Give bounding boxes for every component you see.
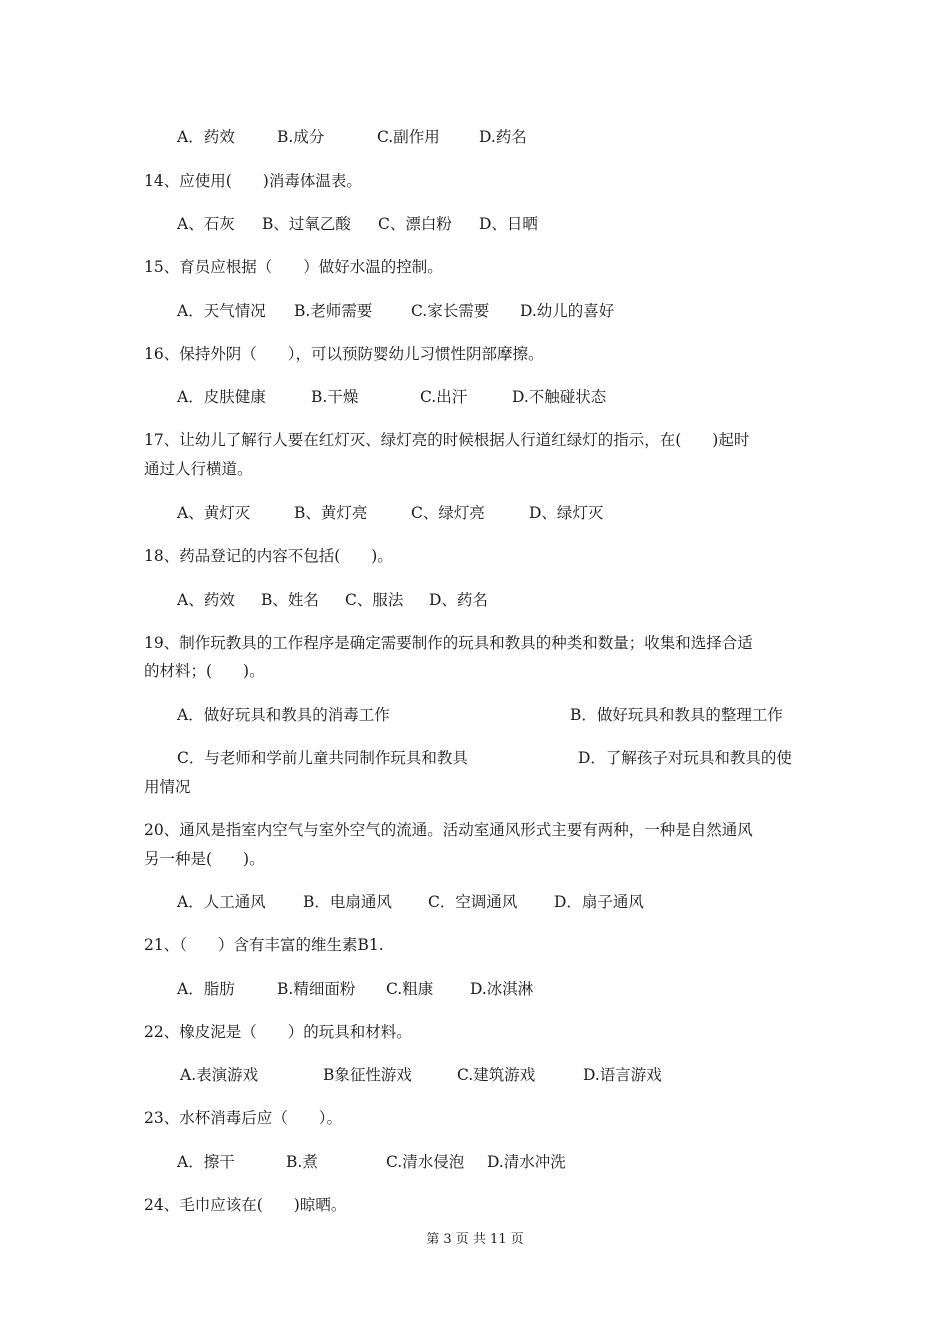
q17-stem-line1: 17、让幼儿了解行人要在红灯灭、绿灯亮的时候根据人行道红绿灯的指示，在( )起时	[144, 431, 750, 449]
q18-option-b: B、姓名	[261, 591, 319, 609]
q18-stem: 18、药品登记的内容不包括( )。	[144, 547, 393, 565]
q17-stem-line2: 通过人行横道。	[144, 460, 253, 478]
q19-option-c: C．与老师和学前儿童共同制作玩具和教具	[177, 749, 468, 767]
q20-stem-line2: 另一种是( )。	[144, 850, 265, 868]
q19-option-a: A．做好玩具和教具的消毒工作	[177, 706, 390, 724]
q20-stem-line1: 20、通风是指室内空气与室外空气的流通。活动室通风形式主要有两种，一种是自然通风	[144, 821, 753, 839]
q22-option-c: C.建筑游戏	[457, 1066, 536, 1084]
q20-option-c: C．空调通风	[428, 893, 518, 911]
q18-option-d: D、药名	[429, 591, 488, 609]
q20-option-d: D．扇子通风	[554, 893, 644, 911]
q16-option-a: A．皮肤健康	[177, 388, 266, 406]
q15-option-d: D.幼儿的喜好	[520, 302, 615, 320]
q24-stem: 24、毛巾应该在( )晾晒。	[144, 1196, 347, 1214]
q13-option-a: A．药效	[177, 128, 235, 146]
q23-option-d: D.清水冲洗	[487, 1153, 566, 1171]
q16-option-b: B.干燥	[311, 388, 359, 406]
q21-option-c: C.粗康	[386, 980, 434, 998]
q14-option-c: C、漂白粉	[378, 215, 452, 233]
q21-stem: 21、（ ）含有丰富的维生素B1.	[144, 936, 384, 954]
q19-stem-line1: 19、制作玩教具的工作程序是确定需要制作的玩具和教具的种类和数量；收集和选择合适	[144, 634, 753, 652]
page-number-footer: 第 3 页 共 11 页	[426, 1232, 524, 1247]
q19-stem-line2: 的材料；( )。	[144, 662, 265, 680]
q21-option-a: A．脂肪	[177, 980, 235, 998]
q15-option-a: A．天气情况	[177, 302, 266, 320]
q15-stem: 15、育员应根据（ ）做好水温的控制。	[144, 258, 443, 276]
q13-option-c: C.副作用	[377, 128, 440, 146]
q19-option-d: D．了解孩子对玩具和教具的使	[578, 749, 792, 767]
q17-option-c: C、绿灯亮	[411, 504, 485, 522]
q14-option-b: B、过氧乙酸	[262, 215, 351, 233]
q16-option-c: C.出汗	[420, 388, 468, 406]
q13-option-d: D.药名	[479, 128, 527, 146]
q15-option-c: C.家长需要	[411, 302, 490, 320]
q22-option-b: B象征性游戏	[323, 1066, 412, 1084]
q23-option-a: A．擦干	[177, 1153, 235, 1171]
q22-stem: 22、橡皮泥是（ ）的玩具和材料。	[144, 1023, 412, 1041]
q17-option-d: D、绿灯灭	[529, 504, 604, 522]
q13-option-b: B.成分	[277, 128, 325, 146]
q14-stem: 14、应使用( )消毒体温表。	[144, 172, 362, 190]
q23-option-b: B.煮	[286, 1153, 318, 1171]
q15-option-b: B.老师需要	[294, 302, 373, 320]
q19-option-b: B．做好玩具和教具的整理工作	[570, 706, 783, 724]
q17-option-b: B、黄灯亮	[294, 504, 368, 522]
q22-option-a: A.表演游戏	[180, 1066, 259, 1084]
q23-stem: 23、水杯消毒后应（ ）。	[144, 1109, 342, 1127]
q19-option-d-continued: 用情况	[144, 778, 191, 796]
q22-option-d: D.语言游戏	[583, 1066, 662, 1084]
q21-option-d: D.冰淇淋	[470, 980, 534, 998]
q18-option-a: A、药效	[177, 591, 235, 609]
q21-option-b: B.精细面粉	[277, 980, 356, 998]
q16-option-d: D.不触碰状态	[512, 388, 607, 406]
q18-option-c: C、服法	[345, 591, 404, 609]
q14-option-a: A、石灰	[177, 215, 235, 233]
q14-option-d: D、日晒	[479, 215, 538, 233]
q20-option-b: B．电扇通风	[303, 893, 392, 911]
q20-option-a: A．人工通风	[177, 893, 266, 911]
q17-option-a: A、黄灯灭	[177, 504, 251, 522]
q16-stem: 16、保持外阴（ ），可以预防婴幼儿习惯性阴部摩擦。	[144, 345, 544, 363]
q23-option-c: C.清水侵泡	[386, 1153, 465, 1171]
